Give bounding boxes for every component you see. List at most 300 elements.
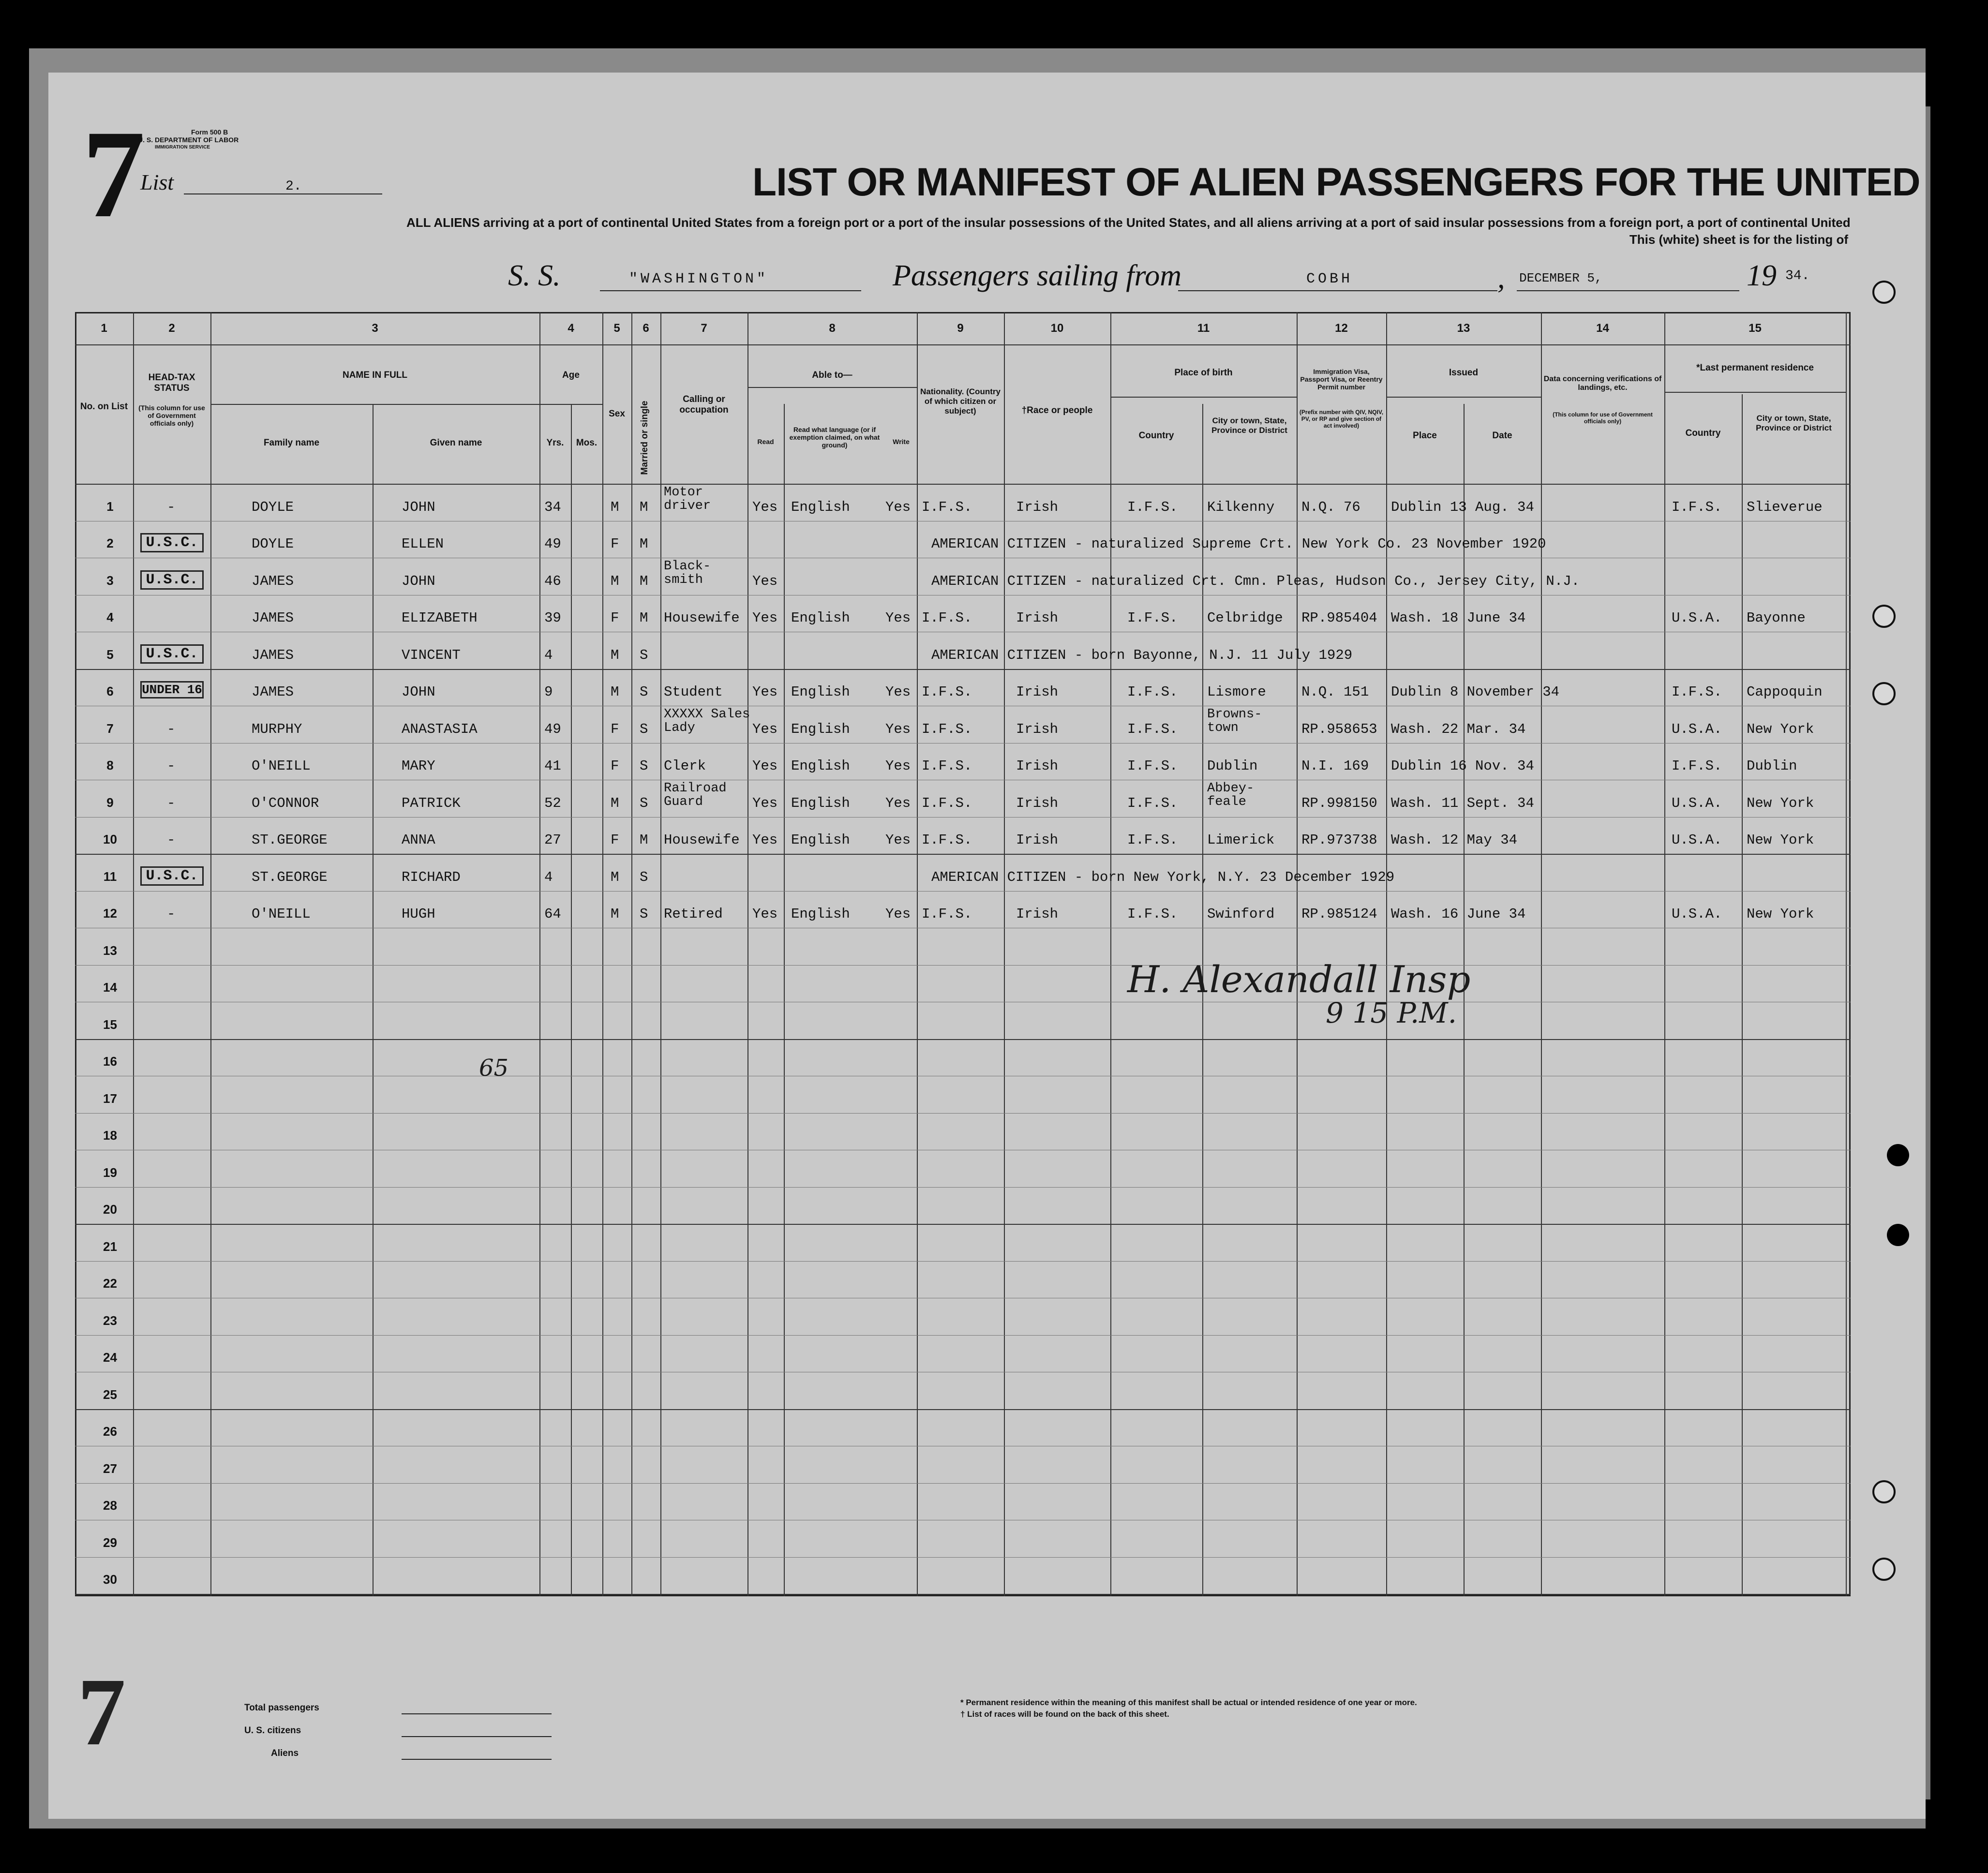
family-name: JAMES: [252, 684, 294, 700]
marital-status: S: [640, 795, 648, 811]
sex: F: [611, 610, 619, 626]
birth-country: I.F.S.: [1127, 721, 1178, 737]
visa-number: RP.958653: [1301, 721, 1377, 737]
head-tax-status: -: [167, 795, 176, 811]
visa-number: RP.998150: [1301, 795, 1377, 811]
visa-number: RP.985124: [1301, 906, 1377, 922]
residence-city: New York: [1747, 832, 1814, 848]
row-number: 13: [103, 943, 117, 958]
ss-label: S. S.: [508, 259, 561, 292]
marital-status: S: [640, 647, 648, 663]
issued-place-date: Dublin 8 November 34: [1391, 684, 1560, 700]
sex: M: [611, 573, 619, 589]
inspection-time: 9 15 P.M.: [1326, 996, 1457, 1029]
issued-place-date: Dublin 16 Nov. 34: [1391, 758, 1534, 774]
row-number: 9: [106, 795, 114, 810]
race: Irish: [1016, 721, 1059, 737]
header-calling: Calling or occupation: [679, 394, 729, 415]
col-number: 15: [1749, 322, 1762, 335]
row-number: 27: [103, 1461, 117, 1476]
col-number: 5: [613, 322, 620, 335]
sex: M: [611, 499, 619, 515]
birth-country: I.F.S.: [1127, 499, 1178, 515]
family-name: DOYLE: [252, 536, 294, 552]
family-name: DOYLE: [252, 499, 294, 515]
row-number: 7: [106, 721, 114, 736]
occupation: Retired: [664, 906, 723, 922]
age-years: 34: [544, 499, 561, 515]
given-name: JOHN: [402, 499, 435, 515]
row-number: 1: [106, 499, 114, 514]
birth-city: Lismore: [1207, 684, 1266, 700]
sex: F: [611, 721, 619, 737]
total-passengers-line: [402, 1713, 552, 1714]
col-divider: [539, 312, 540, 1596]
marital-status: M: [640, 573, 648, 589]
footnote-residence: * Permanent residence within the meaning of this manifest shall be actual or intended residence of one year or more.: [960, 1698, 1417, 1707]
sex: F: [611, 536, 619, 552]
row-number: 5: [106, 647, 114, 662]
col-number: 3: [372, 322, 378, 335]
read-language: English: [791, 758, 850, 774]
head-tax-status: U.S.C.: [140, 866, 204, 886]
header-data-concerning: Data concerning verifications of landings, etc.: [1543, 375, 1662, 392]
ship-underline: [600, 290, 861, 291]
header-sex: Sex: [609, 409, 625, 419]
row-number: 8: [106, 758, 114, 773]
col-divider: [1664, 312, 1665, 1596]
row-number: 6: [106, 684, 114, 699]
read-language: English: [791, 906, 850, 922]
page-title: LIST OR MANIFEST OF ALIEN PASSENGERS FOR THE UNITED: [752, 160, 1920, 204]
residence-city: Cappoquin: [1747, 684, 1823, 700]
binder-hole: [1887, 1224, 1909, 1246]
subtitle-line-1: ALL ALIENS arriving at a port of continental United States from a foreign port or a port of the insular possessions of the United States, and all aliens arriving at a port of said insular possessions from a foreign port, a port of continental United: [406, 215, 1851, 230]
col-divider: [917, 312, 918, 1596]
inspector-signature: H. Alexandall Insp: [1127, 958, 1471, 1001]
can-write: Yes: [885, 721, 911, 737]
occupation: Black- smith: [664, 559, 711, 587]
can-read: Yes: [752, 610, 778, 626]
row-number: 29: [103, 1535, 117, 1550]
given-name: JOHN: [402, 684, 435, 700]
row-number: 14: [103, 980, 117, 995]
header-name-in-full: NAME IN FULL: [342, 370, 408, 380]
nationality: I.F.S.: [922, 906, 972, 922]
family-name: O'NEILL: [252, 758, 311, 774]
col-divider: [631, 312, 632, 1596]
header-write: Write: [893, 438, 910, 446]
head-tax-status: -: [167, 906, 176, 922]
nationality: I.F.S.: [922, 499, 972, 515]
list-underline: [184, 193, 382, 194]
row-number: 22: [103, 1276, 117, 1291]
row-rule: [75, 854, 1851, 855]
row-number: 25: [103, 1387, 117, 1402]
given-name: HUGH: [402, 906, 435, 922]
row-number: 19: [103, 1165, 117, 1180]
residence-city: New York: [1747, 795, 1814, 811]
head-tax-status: UNDER 16: [140, 681, 204, 699]
header-place-of-birth: Place of birth: [1174, 368, 1233, 378]
citizenship-note: AMERICAN CITIZEN - naturalized Crt. Cmn. Pleas, Hudson Co., Jersey City, N.J.: [931, 573, 1580, 589]
row-number: 4: [106, 610, 114, 624]
list-number: 2.: [285, 179, 302, 194]
col-number: 11: [1197, 322, 1210, 335]
birth-city: Kilkenny: [1207, 499, 1275, 515]
citizenship-note: AMERICAN CITIZEN - naturalized Supreme Crt. New York Co. 23 November 1920: [931, 536, 1546, 552]
header-rule: [75, 344, 1851, 345]
col-divider: [747, 312, 748, 1596]
race: Irish: [1016, 610, 1059, 626]
marital-status: M: [640, 610, 648, 626]
citizenship-note: AMERICAN CITIZEN - born Bayonne, N.J. 11 July 1929: [931, 647, 1353, 663]
row-rule: [75, 1335, 1851, 1336]
birth-city: Limerick: [1207, 832, 1275, 848]
age-years: 4: [544, 869, 553, 885]
marital-status: S: [640, 906, 648, 922]
header-issued: Issued: [1449, 368, 1479, 378]
header-subrule: [1664, 392, 1846, 393]
binder-hole: [1872, 1480, 1896, 1503]
birth-country: I.F.S.: [1127, 684, 1178, 700]
given-name: PATRICK: [402, 795, 461, 811]
birth-city: Swinford: [1207, 906, 1275, 922]
col-divider: [784, 404, 785, 1596]
col-number: 13: [1457, 322, 1470, 335]
residence-city: Slieverue: [1747, 499, 1823, 515]
family-name: JAMES: [252, 573, 294, 589]
marital-status: M: [640, 536, 648, 552]
row-number: 28: [103, 1498, 117, 1513]
occupation: Clerk: [664, 758, 706, 774]
issued-place-date: Wash. 16 June 34: [1391, 906, 1526, 922]
port-underline: [1178, 290, 1497, 291]
header-able-to: Able to—: [812, 370, 852, 380]
residence-city: Dublin: [1747, 758, 1797, 774]
us-citizens-line: [402, 1736, 552, 1737]
head-tax-status: -: [167, 832, 176, 848]
residence-country: I.F.S.: [1672, 684, 1722, 700]
sailing-date: DECEMBER 5,: [1519, 271, 1602, 285]
form-number: Form 500 B: [191, 128, 228, 136]
marital-status: S: [640, 684, 648, 700]
given-name: VINCENT: [402, 647, 461, 663]
aliens-label: Aliens: [271, 1748, 299, 1758]
head-tax-status: U.S.C.: [140, 570, 204, 590]
page-number: 65: [479, 1055, 509, 1082]
given-name: ELIZABETH: [402, 610, 478, 626]
header-read-language: Read what language (or if exemption claimed, on what ground): [789, 426, 880, 449]
sex: M: [611, 795, 619, 811]
race: Irish: [1016, 832, 1059, 848]
can-read: Yes: [752, 758, 778, 774]
nationality: I.F.S.: [922, 832, 972, 848]
race: Irish: [1016, 795, 1059, 811]
residence-country: U.S.A.: [1672, 832, 1722, 848]
row-number: 24: [103, 1350, 117, 1365]
sex: M: [611, 906, 619, 922]
family-name: ST.GEORGE: [252, 869, 328, 885]
header-res-country: Country: [1685, 428, 1721, 438]
row-rule: [75, 1113, 1851, 1114]
header-issued-place: Place: [1413, 431, 1437, 441]
subtitle-line-2: This (white) sheet is for the listing of: [1629, 232, 1848, 247]
occupation: Railroad Guard: [664, 781, 727, 809]
sheet-number: 7: [82, 104, 145, 244]
residence-country: I.F.S.: [1672, 499, 1722, 515]
row-number: 17: [103, 1091, 117, 1106]
row-rule: [75, 891, 1851, 892]
header-given-name: Given name: [430, 438, 482, 448]
col-number: 7: [701, 322, 707, 335]
col-divider: [210, 312, 211, 1596]
row-number: 20: [103, 1202, 117, 1217]
family-name: MURPHY: [252, 721, 302, 737]
port-name: COBH: [1306, 271, 1353, 287]
head-tax-status: -: [167, 721, 176, 737]
header-issued-date: Date: [1492, 431, 1512, 441]
birth-city: Abbey- feale: [1207, 781, 1255, 809]
row-number: 30: [103, 1572, 117, 1587]
birth-city: Browns- town: [1207, 707, 1262, 735]
head-tax-status: -: [167, 758, 176, 774]
header-head-tax: HEAD-TAX STATUS: [148, 372, 195, 393]
can-read: Yes: [752, 499, 778, 515]
col-number: 14: [1596, 322, 1609, 335]
age-years: 41: [544, 758, 561, 774]
us-citizens-label: U. S. citizens: [244, 1725, 301, 1736]
header-family-name: Family name: [263, 438, 320, 448]
birth-country: I.F.S.: [1127, 795, 1178, 811]
birth-country: I.F.S.: [1127, 906, 1178, 922]
occupation: Housewife: [664, 832, 740, 848]
visa-number: N.I. 169: [1301, 758, 1369, 774]
header-head-tax-note: (This column for use of Government officials only): [138, 404, 205, 427]
row-number: 16: [103, 1054, 117, 1069]
residence-city: New York: [1747, 721, 1814, 737]
header-nationality: Nationality. (Country of which citizen or subject): [920, 387, 1001, 416]
sailing-label: Passengers sailing from: [893, 259, 1182, 292]
header-res-city: City or town, State, Province or District: [1756, 414, 1832, 432]
given-name: ANNA: [402, 832, 435, 848]
col-number: 8: [829, 322, 836, 335]
binder-hole: [1872, 281, 1896, 304]
family-name: O'CONNOR: [252, 795, 319, 811]
age-years: 49: [544, 536, 561, 552]
age-years: 64: [544, 906, 561, 922]
header-birth-city: City or town, State, Province or District: [1211, 416, 1287, 435]
binder-hole: [1872, 605, 1896, 628]
row-number: 18: [103, 1128, 117, 1143]
year-suffix: 34.: [1785, 268, 1810, 283]
given-name: JOHN: [402, 573, 435, 589]
header-subrule: [539, 404, 602, 405]
visa-number: RP.985404: [1301, 610, 1377, 626]
citizenship-note: AMERICAN CITIZEN - born New York, N.Y. 23 December 1929: [931, 869, 1395, 885]
marital-status: S: [640, 869, 648, 885]
occupation: Student: [664, 684, 723, 700]
race: Irish: [1016, 684, 1059, 700]
age-years: 46: [544, 573, 561, 589]
read-language: English: [791, 721, 850, 737]
sex: M: [611, 869, 619, 885]
can-read: Yes: [752, 795, 778, 811]
col-number: 12: [1335, 322, 1348, 335]
header-no-on-list: No. on List: [80, 401, 128, 412]
row-rule: [75, 1039, 1851, 1040]
footer-sheet-number: 7: [77, 1659, 126, 1766]
age-years: 39: [544, 610, 561, 626]
row-rule: [75, 965, 1851, 966]
marital-status: M: [640, 499, 648, 515]
row-rule: [75, 1261, 1851, 1262]
col-number: 4: [568, 322, 574, 335]
given-name: ELLEN: [402, 536, 444, 552]
age-years: 27: [544, 832, 561, 848]
marital-status: M: [640, 832, 648, 848]
can-read: Yes: [752, 684, 778, 700]
can-write: Yes: [885, 499, 911, 515]
row-number: 11: [103, 869, 117, 884]
given-name: MARY: [402, 758, 435, 774]
residence-city: Bayonne: [1747, 610, 1806, 626]
birth-country: I.F.S.: [1127, 610, 1178, 626]
given-name: ANASTASIA: [402, 721, 478, 737]
header-married: Married or single: [640, 401, 650, 475]
sex: F: [611, 832, 619, 848]
can-read: Yes: [752, 906, 778, 922]
read-language: English: [791, 610, 850, 626]
residence-country: U.S.A.: [1672, 610, 1722, 626]
can-write: Yes: [885, 832, 911, 848]
header-last-residence: *Last permanent residence: [1696, 363, 1814, 373]
row-rule: [75, 817, 1851, 818]
head-tax-status: U.S.C.: [140, 644, 204, 664]
head-tax-status: -: [167, 499, 176, 515]
occupation: Motor driver: [664, 485, 711, 513]
binder-hole: [1872, 1558, 1896, 1581]
col-divider: [1541, 312, 1542, 1596]
race: Irish: [1016, 758, 1059, 774]
can-write: Yes: [885, 610, 911, 626]
residence-country: I.F.S.: [1672, 758, 1722, 774]
row-number: 2: [106, 536, 114, 550]
header-birth-country: Country: [1138, 431, 1174, 441]
occupation: XXXXX Sales Lady: [664, 707, 750, 735]
col-divider: [571, 404, 572, 1596]
list-label: List: [140, 170, 174, 194]
col-divider: [1004, 312, 1005, 1596]
nationality: I.F.S.: [922, 684, 972, 700]
family-name: JAMES: [252, 610, 294, 626]
issued-place-date: Wash. 11 Sept. 34: [1391, 795, 1534, 811]
row-rule: [75, 1557, 1851, 1558]
col-number: 10: [1050, 322, 1064, 335]
sex: M: [611, 684, 619, 700]
row-rule: [75, 1594, 1851, 1595]
col-divider: [660, 312, 661, 1596]
footnote-races: † List of races will be found on the back of this sheet.: [960, 1709, 1169, 1719]
row-number: 3: [106, 573, 114, 588]
row-number: 26: [103, 1424, 117, 1439]
race: Irish: [1016, 499, 1059, 515]
marital-status: S: [640, 758, 648, 774]
row-rule: [75, 1483, 1851, 1484]
read-language: English: [791, 795, 850, 811]
header-subrule: [1386, 397, 1541, 398]
can-read: Yes: [752, 832, 778, 848]
residence-country: U.S.A.: [1672, 721, 1722, 737]
issued-place-date: Wash. 12 May 34: [1391, 832, 1518, 848]
col-divider: [1386, 312, 1387, 1596]
nationality: I.F.S.: [922, 795, 972, 811]
birth-city: Dublin: [1207, 758, 1258, 774]
age-years: 49: [544, 721, 561, 737]
row-rule: [75, 669, 1851, 670]
row-rule: [75, 1187, 1851, 1188]
row-number: 23: [103, 1313, 117, 1328]
header-age: Age: [562, 370, 580, 380]
age-years: 9: [544, 684, 553, 700]
can-write: Yes: [885, 684, 911, 700]
department-label: U. S. DEPARTMENT OF LABOR: [138, 136, 239, 144]
can-read: Yes: [752, 721, 778, 737]
row-number: 12: [103, 906, 117, 921]
residence-country: U.S.A.: [1672, 906, 1722, 922]
col-number: 6: [643, 322, 649, 335]
sex: M: [611, 647, 619, 663]
header-subrule: [1110, 397, 1297, 398]
header-yrs: Yrs.: [546, 438, 564, 448]
col-divider: [1846, 312, 1847, 1596]
comma: ,: [1497, 262, 1505, 295]
row-number: 21: [103, 1239, 117, 1254]
nationality: I.F.S.: [922, 721, 972, 737]
header-rule: [75, 484, 1851, 485]
col-number: 2: [168, 322, 175, 335]
header-subrule: [747, 387, 917, 388]
can-write: Yes: [885, 758, 911, 774]
sex: F: [611, 758, 619, 774]
issued-place-date: Wash. 18 June 34: [1391, 610, 1526, 626]
age-years: 4: [544, 647, 553, 663]
visa-number: N.Q. 151: [1301, 684, 1369, 700]
row-number: 10: [103, 832, 117, 847]
visa-number: RP.973738: [1301, 832, 1377, 848]
residence-country: U.S.A.: [1672, 795, 1722, 811]
header-visa: Immigration Visa, Passport Visa, or Reentry Permit number: [1300, 368, 1383, 391]
col-divider: [373, 404, 374, 1596]
issued-place-date: Wash. 22 Mar. 34: [1391, 721, 1526, 737]
birth-city: Celbridge: [1207, 610, 1283, 626]
can-read: Yes: [752, 573, 778, 589]
ship-name: "WASHINGTON": [629, 271, 769, 287]
col-divider: [1110, 312, 1111, 1596]
marital-status: S: [640, 721, 648, 737]
read-language: English: [791, 499, 850, 515]
col-divider: [1297, 312, 1298, 1596]
date-underline: [1517, 290, 1739, 291]
race: Irish: [1016, 906, 1059, 922]
binder-hole: [1887, 1144, 1909, 1166]
total-passengers-label: Total passengers: [244, 1703, 319, 1713]
row-rule: [75, 1224, 1851, 1225]
read-language: English: [791, 684, 850, 700]
header-data-note: (This column for use of Government officials only): [1553, 411, 1653, 425]
col-divider: [1742, 394, 1743, 1596]
col-number: 1: [101, 322, 107, 335]
